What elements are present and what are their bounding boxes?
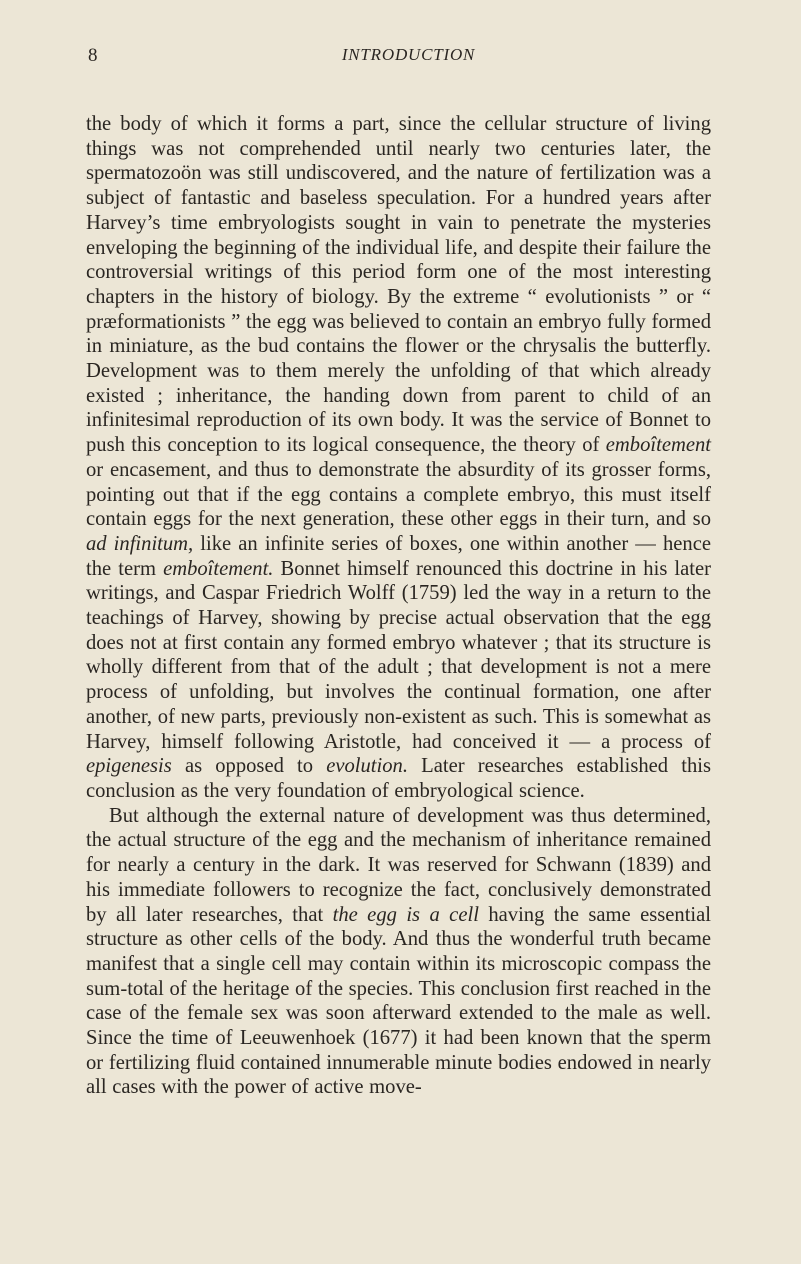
text-segment: Bonnet himself renounced this doctrine in his later writings, and Caspar Friedrich Wolff (1759) led the way in a return to the teachings of Harvey, showing by precise actual observation that the egg does not at first contain any formed embryo whatever ; that its structure is wholly different from that of the adult ; that development is not a mere process of unfolding, but involves the continual formation, one after another, of new parts, previously non-existent as such. This is somewhat as Harvey, himself following Aristotle, had conceived it — a process of: [86, 557, 711, 753]
running-head: INTRODUCTION: [341, 45, 476, 64]
page-header: [88, 45, 729, 75]
text-segment: the body of which it forms a part, since the cellular structure of living things was not comprehended until nearly two centuries later, the spermatozoön was still undiscovered, and the nature of fertilization was a subject of fantastic and baseless speculation. For a hundred years after Harvey’s time embryologists sought in vain to penetrate the mysteries enveloping the beginning of the individual life, and despite their failure the controversial writings of this period form one of the most interesting chapters in the history of biology. By the extreme “ evolutionists ” or “ præformationists ” the egg was believed to contain an embryo fully formed in miniature, as the bud contains the flower or the chrysalis the butterfly. Development was to them merely the unfolding of that which already existed ; inheritance, the handing down from parent to child of an infinitesimal reproduction of its own body. It was the service of Bonnet to push this conception to its logical consequence, the theory of: [86, 113, 711, 457]
text-segment: as opposed to: [171, 755, 327, 778]
body-text: [86, 112, 711, 1100]
paragraph-1: [86, 112, 711, 804]
page-number: 8: [88, 45, 98, 66]
italic-text-segment: evolution.: [326, 755, 408, 778]
italic-text-segment: ad infinitum,: [86, 532, 194, 555]
text-segment: But although the external nature of development was thus determined, the actual structure of the egg and the mechanism of inheritance remained for nearly a century in the dark. It was reserved for Schwann (1839) and his immediate followers to recognize the fact, conclusively demonstrated by all later researches, that: [86, 804, 711, 926]
paragraph-2: [86, 804, 711, 1100]
text-segment: or encasement, and thus to demonstrate the absurdity of its grosser forms, pointing out that if the egg contains a complete embryo, this must itself contain eggs for the next generation, these other eggs in their turn, and so: [86, 458, 711, 531]
italic-text-segment: epigenesis: [86, 755, 172, 778]
text-segment: like an infinite series of boxes, one within another — hence the term: [86, 532, 711, 580]
italic-text-segment: the egg is a cell: [332, 903, 479, 926]
text-segment: having the same essential structure as other cells of the body. And thus the wonderful truth became manifest that a single cell may contain within its microscopic compass the sum-total of the heritage of the species. This conclusion first reached in the case of the female sex was soon afterward extended to the male as well. Since the time of Leeuwenhoek (1677) it had been known that the sperm or fertilizing fluid contained innumerable minute bodies endowed in nearly all cases with the power of active move-: [86, 903, 712, 1099]
italic-text-segment: emboîtement.: [163, 557, 274, 580]
text-segment: Later researches established this conclusion as the very foundation of embryological science.: [86, 755, 711, 802]
italic-text-segment: emboîtement: [605, 434, 711, 457]
